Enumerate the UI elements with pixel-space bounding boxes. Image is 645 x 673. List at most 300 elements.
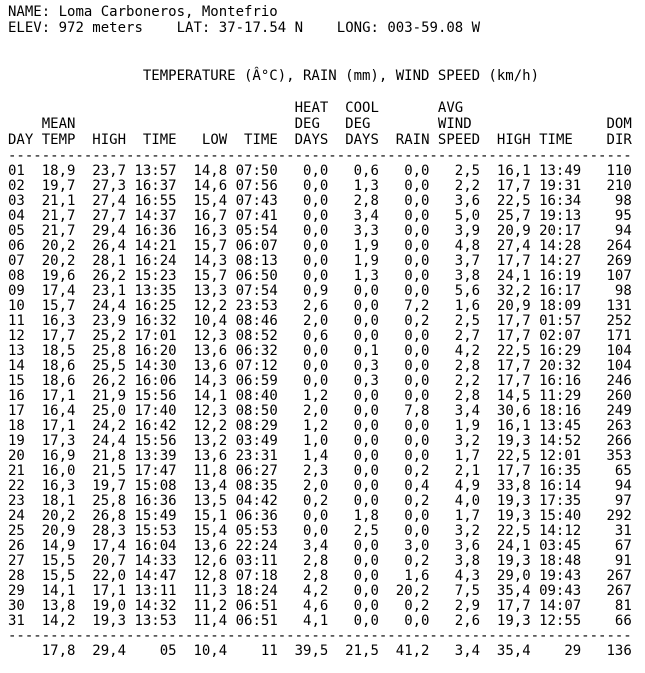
table-row: [8, 284, 645, 299]
report-header: [8, 4, 645, 164]
cell-rain: 1,6: [378, 568, 430, 584]
cell-low: 11,4: [176, 613, 228, 629]
table-row: [8, 554, 645, 569]
cell-dom-dir: DOM: [581, 116, 632, 132]
table-row: [8, 224, 645, 239]
cell-avg-wind-speed: 2,7: [429, 328, 481, 344]
table-row: [8, 329, 645, 344]
cell-wind-high-time: 01:57: [530, 313, 582, 329]
table-header-row-1: [8, 100, 645, 116]
cell-high: 25,2: [75, 328, 127, 344]
cell-high: 19,0: [75, 598, 127, 614]
cell-rain: 7,2: [378, 298, 430, 314]
cell-cool-deg-days: 0,0: [328, 493, 379, 509]
table-row: [8, 359, 645, 374]
cell-mean-temp: 17,8: [24, 643, 76, 659]
latitude-value: 37-17.54 N: [218, 20, 304, 36]
cell-low: 13,6: [176, 448, 228, 464]
cell-cool-deg-days: 1,8: [328, 508, 379, 524]
cell-high-time: 14:21: [126, 238, 177, 254]
cell-heat-deg-days: 0,0: [277, 238, 329, 254]
cell-high: 23,7: [75, 163, 127, 179]
cell-high: 21,9: [75, 388, 127, 404]
cell-wind-high: 19,3: [480, 493, 531, 509]
cell-day: 25: [8, 523, 25, 539]
cell-dom-dir: 67: [581, 538, 632, 554]
table-row: [8, 374, 645, 389]
cell-wind-high: 22,5: [480, 193, 531, 209]
cell-dom-dir: 260: [581, 388, 632, 404]
cell-low-time: 06:59: [227, 373, 278, 389]
cell-low: 10,4: [176, 643, 228, 659]
cell-mean-temp: 19,7: [24, 178, 76, 194]
cell-wind-high-time: 16:16: [530, 373, 582, 389]
cell-mean-temp: [25, 100, 76, 116]
cell-low: [177, 100, 228, 116]
cell-rain: 0,0: [378, 208, 430, 224]
cell-rain: 0,2: [378, 493, 430, 509]
cell-day: 27: [8, 553, 25, 569]
cell-cool-deg-days: 3,3: [328, 223, 379, 239]
cell-low: 14,1: [176, 388, 228, 404]
cell-dom-dir: 292: [581, 508, 632, 524]
cell-low-time: 04:42: [227, 493, 278, 509]
station-meta-line: [8, 20, 645, 36]
table-row: [8, 599, 645, 614]
cell-mean-temp: 16,3: [24, 313, 76, 329]
cell-wind-high: 35,4: [480, 643, 531, 659]
cell-rain: 0,0: [378, 163, 430, 179]
cell-low-time: 06:51: [227, 613, 278, 629]
table-row: [8, 569, 645, 584]
cell-dom-dir: 252: [581, 313, 632, 329]
cell-avg-wind-speed: 3,7: [429, 253, 481, 269]
cell-high-time: 16:32: [126, 313, 177, 329]
cell-dom-dir: 97: [581, 493, 632, 509]
cell-high-time: 16:55: [126, 193, 177, 209]
cell-rain: 0,0: [378, 418, 430, 434]
cell-mean-temp: 21,7: [24, 208, 76, 224]
cell-dom-dir: 264: [581, 238, 632, 254]
cell-dom-dir: 98: [581, 283, 632, 299]
cell-high-time: 17:01: [126, 328, 177, 344]
cell-high: 19,7: [75, 478, 127, 494]
cell-day: 30: [8, 598, 25, 614]
cell-rain: 0,0: [378, 253, 430, 269]
cell-mean-temp: 21,7: [24, 223, 76, 239]
cell-low: 12,6: [176, 553, 228, 569]
cell-avg-wind-speed: 3,2: [429, 523, 481, 539]
cell-avg-wind-speed: 1,7: [429, 508, 481, 524]
cell-low-time: 07:56: [227, 178, 278, 194]
cell-avg-wind-speed: 2,8: [429, 388, 481, 404]
cell-dom-dir: 171: [581, 328, 632, 344]
cell-wind-high: 29,0: [480, 568, 531, 584]
cell-low-time: [227, 116, 278, 132]
cell-dom-dir: 110: [581, 163, 632, 179]
cell-day: 22: [8, 478, 25, 494]
cell-high: [75, 116, 126, 132]
cell-high: 26,8: [75, 508, 127, 524]
cell-mean-temp: 16,0: [24, 463, 76, 479]
table-row: [8, 164, 645, 179]
cell-heat-deg-days: 0,0: [277, 358, 329, 374]
cell-mean-temp: 18,6: [24, 373, 76, 389]
cell-high-time: 16:37: [126, 178, 177, 194]
cell-avg-wind-speed: 4,0: [429, 493, 481, 509]
cell-wind-high: 17,7: [480, 328, 531, 344]
cell-high: 20,7: [75, 553, 127, 569]
cell-high-time: [126, 100, 177, 116]
cell-high: 25,8: [75, 493, 127, 509]
table-header-row-3: [8, 132, 645, 148]
cell-high-time: 15:53: [126, 523, 177, 539]
cell-wind-high-time: 16:34: [530, 193, 582, 209]
cell-high-time: 14:37: [126, 208, 177, 224]
elevation-value: 972 meters: [58, 20, 143, 36]
cell-day: 18: [8, 418, 25, 434]
cell-high: 25,8: [75, 343, 127, 359]
cell-heat-deg-days: HEAT: [277, 100, 329, 116]
cell-mean-temp: 15,5: [24, 568, 76, 584]
cell-mean-temp: 16,3: [24, 478, 76, 494]
cell-day: 10: [8, 298, 25, 314]
cell-mean-temp: 18,9: [24, 163, 76, 179]
cell-wind-high: 14,5: [480, 388, 531, 404]
cell-avg-wind-speed: 4,8: [429, 238, 481, 254]
table-row: [8, 479, 645, 494]
table-row: [8, 524, 645, 539]
cell-avg-wind-speed: 2,1: [429, 463, 481, 479]
cell-heat-deg-days: 0,0: [277, 193, 329, 209]
cell-cool-deg-days: 2,8: [328, 193, 379, 209]
cell-day: 05: [8, 223, 25, 239]
cell-wind-high-time: 16:19: [530, 268, 582, 284]
cell-wind-high: 17,7: [480, 313, 531, 329]
cell-dom-dir: 81: [581, 598, 632, 614]
cell-day: 13: [8, 343, 25, 359]
cell-cool-deg-days: 0,0: [328, 478, 379, 494]
table-header-row-2: [8, 116, 645, 132]
cell-high: 23,1: [75, 283, 127, 299]
cell-low: [177, 116, 228, 132]
cell-cool-deg-days: 0,0: [328, 298, 379, 314]
cell-cool-deg-days: 0,0: [328, 328, 379, 344]
cell-heat-deg-days: 4,6: [277, 598, 329, 614]
cell-low: 12,3: [176, 403, 228, 419]
cell-mean-temp: 14,9: [24, 538, 76, 554]
cell-heat-deg-days: 2,0: [277, 313, 329, 329]
cell-avg-wind-speed: 5,0: [429, 208, 481, 224]
cell-low: 14,6: [176, 178, 228, 194]
cell-low: 11,2: [176, 598, 228, 614]
cell-day: 14: [8, 358, 25, 374]
cell-dom-dir: 94: [581, 223, 632, 239]
cell-wind-high: 24,1: [480, 538, 531, 554]
cell-rain: 0,4: [378, 478, 430, 494]
cell-high: 19,3: [75, 613, 127, 629]
cell-dom-dir: [581, 100, 632, 116]
cell-low: 13,4: [176, 478, 228, 494]
cell-avg-wind-speed: 2,8: [429, 358, 481, 374]
cell-cool-deg-days: 0,0: [328, 448, 379, 464]
blank-line: [8, 52, 645, 68]
cell-cool-deg-days: 3,4: [328, 208, 379, 224]
cell-dom-dir: 66: [581, 613, 632, 629]
cell-cool-deg-days: 0,0: [328, 418, 379, 434]
cell-mean-temp: 14,2: [24, 613, 76, 629]
cell-high-time: 16:24: [126, 253, 177, 269]
cell-avg-wind-speed: 1,7: [429, 448, 481, 464]
cell-low-time: 06:27: [227, 463, 278, 479]
cell-high-time: 16:20: [126, 343, 177, 359]
cell-high-time: 17:47: [126, 463, 177, 479]
cell-heat-deg-days: 3,4: [277, 538, 329, 554]
cell-mean-temp: 20,9: [24, 523, 76, 539]
cell-high: 24,2: [75, 418, 127, 434]
cell-wind-high: 17,7: [480, 358, 531, 374]
cell-high-time: 13:57: [126, 163, 177, 179]
cell-heat-deg-days: 1,4: [277, 448, 329, 464]
cell-high: 28,1: [75, 253, 127, 269]
cell-day: 23: [8, 493, 25, 509]
cell-low-time: 03:49: [227, 433, 278, 449]
cell-rain: 3,0: [378, 538, 430, 554]
cell-rain: RAIN: [378, 132, 430, 148]
cell-wind-high-time: 20:32: [530, 358, 582, 374]
cell-low: 16,3: [176, 223, 228, 239]
table-row: [8, 209, 645, 224]
cell-day: 28: [8, 568, 25, 584]
cell-high-time: 14:32: [126, 598, 177, 614]
cell-high-time: 14:30: [126, 358, 177, 374]
cell-mean-temp: 17,1: [24, 418, 76, 434]
cell-high: 21,5: [75, 463, 127, 479]
cell-avg-wind-speed: 2,2: [429, 373, 481, 389]
cell-wind-high: 20,9: [480, 298, 531, 314]
report-title-line: [8, 68, 645, 84]
cell-mean-temp: 16,9: [24, 448, 76, 464]
cell-wind-high-time: 14:52: [530, 433, 582, 449]
cell-rain: [379, 116, 430, 132]
cell-rain: 0,0: [378, 523, 430, 539]
cell-rain: 0,0: [378, 373, 430, 389]
cell-dom-dir: 267: [581, 568, 632, 584]
cell-high: 29,4: [75, 643, 127, 659]
table-row: [8, 434, 645, 449]
cell-cool-deg-days: DEG: [328, 116, 379, 132]
cell-rain: 0,0: [378, 433, 430, 449]
cell-high: 29,4: [75, 223, 127, 239]
cell-avg-wind-speed: 3,4: [429, 403, 481, 419]
cell-wind-high: 22,5: [480, 343, 531, 359]
cell-avg-wind-speed: 3,8: [429, 268, 481, 284]
cell-high-time: 05: [126, 643, 177, 659]
cell-high-time: 17:40: [126, 403, 177, 419]
table-row: [8, 269, 645, 284]
cell-low: 13,5: [176, 493, 228, 509]
cell-avg-wind-speed: 3,6: [429, 538, 481, 554]
cell-low: 13,6: [176, 343, 228, 359]
cell-dom-dir: 94: [581, 478, 632, 494]
cell-cool-deg-days: 0,0: [328, 553, 379, 569]
cell-low-time: 07:43: [227, 193, 278, 209]
report-title: TEMPERATURE (Â°C), RAIN (mm), WIND SPEED (km/h): [142, 68, 540, 84]
cell-dom-dir: 91: [581, 553, 632, 569]
cell-heat-deg-days: 0,0: [277, 523, 329, 539]
cell-avg-wind-speed: SPEED: [429, 132, 481, 148]
cell-cool-deg-days: 1,9: [328, 253, 379, 269]
cell-mean-temp: TEMP: [33, 132, 76, 148]
cell-low: 13,2: [176, 433, 228, 449]
cell-wind-high-time: 03:45: [530, 538, 582, 554]
table-divider-bottom: --------------------------------------------------------------------------: [8, 628, 632, 644]
cell-low: 15,4: [176, 193, 228, 209]
cell-low: 14,3: [176, 253, 228, 269]
table-row: [8, 584, 645, 599]
cell-low-time: TIME: [227, 132, 278, 148]
cell-mean-temp: 14,1: [24, 583, 76, 599]
cell-avg-wind-speed: 2,5: [429, 163, 481, 179]
cell-rain: 0,0: [378, 238, 430, 254]
cell-dom-dir: 263: [581, 418, 632, 434]
cell-heat-deg-days: 0,0: [277, 163, 329, 179]
cell-low-time: 08:13: [227, 253, 278, 269]
cell-rain: 0,0: [378, 268, 430, 284]
cell-day: 08: [8, 268, 25, 284]
cell-day: 17: [8, 403, 25, 419]
cell-day: 11: [8, 313, 25, 329]
table-row: [8, 614, 645, 629]
cell-mean-temp: 18,1: [24, 493, 76, 509]
cell-wind-high-time: 12:01: [530, 448, 582, 464]
cell-low: 14,3: [176, 373, 228, 389]
cell-dom-dir: 249: [581, 403, 632, 419]
cell-mean-temp: 21,1: [24, 193, 76, 209]
cell-wind-high-time: 18:48: [530, 553, 582, 569]
cell-high-time: 13:35: [126, 283, 177, 299]
table-row: [8, 314, 645, 329]
cell-wind-high-time: 18:09: [530, 298, 582, 314]
cell-low: 16,7: [176, 208, 228, 224]
cell-dom-dir: 104: [581, 358, 632, 374]
cell-low: 15,7: [176, 268, 228, 284]
cell-wind-high-time: TIME: [530, 132, 582, 148]
cell-rain: 0,0: [378, 223, 430, 239]
cell-avg-wind-speed: 4,3: [429, 568, 481, 584]
cell-cool-deg-days: 0,0: [328, 538, 379, 554]
cell-dom-dir: 269: [581, 253, 632, 269]
cell-low-time: 07:54: [227, 283, 278, 299]
cell-cool-deg-days: 1,3: [328, 178, 379, 194]
cell-day: 16: [8, 388, 25, 404]
cell-wind-high-time: 19:13: [530, 208, 582, 224]
cell-wind-high: 30,6: [480, 403, 531, 419]
cell-mean-temp: 18,5: [24, 343, 76, 359]
cell-dom-dir: 104: [581, 343, 632, 359]
cell-avg-wind-speed: 3,8: [429, 553, 481, 569]
cell-cool-deg-days: 0,3: [328, 358, 379, 374]
cell-high-time: 16:25: [126, 298, 177, 314]
cell-day: 02: [8, 178, 25, 194]
cell-wind-high-time: 16:17: [530, 283, 582, 299]
cell-low-time: 03:11: [227, 553, 278, 569]
cell-low-time: 23:31: [227, 448, 278, 464]
cell-low-time: [227, 100, 278, 116]
cell-wind-high: [480, 100, 531, 116]
cell-wind-high-time: 02:07: [530, 328, 582, 344]
cell-wind-high-time: 18:16: [530, 403, 582, 419]
cell-heat-deg-days: 0,9: [277, 283, 329, 299]
cell-avg-wind-speed: 1,9: [429, 418, 481, 434]
cell-cool-deg-days: 21,5: [328, 643, 379, 659]
cell-wind-high: 17,7: [480, 373, 531, 389]
cell-day: [8, 643, 25, 659]
table-row: [8, 344, 645, 359]
cell-wind-high: 33,8: [480, 478, 531, 494]
cell-day: 24: [8, 508, 25, 524]
cell-rain: [379, 100, 430, 116]
station-name: Loma Carboneros, Montefrio: [58, 4, 278, 20]
table-row: [8, 419, 645, 434]
cell-high-time: 14:33: [126, 553, 177, 569]
cell-dom-dir: 107: [581, 268, 632, 284]
cell-high-time: 16:42: [126, 418, 177, 434]
cell-high-time: 15:23: [126, 268, 177, 284]
cell-rain: 41,2: [378, 643, 430, 659]
cell-rain: 0,0: [378, 178, 430, 194]
cell-high: 24,4: [75, 298, 127, 314]
cell-cool-deg-days: COOL: [328, 100, 379, 116]
cell-wind-high: 22,5: [480, 448, 531, 464]
cell-low-time: 08:46: [227, 313, 278, 329]
cell-wind-high: 22,5: [480, 523, 531, 539]
cell-avg-wind-speed: 2,2: [429, 178, 481, 194]
cell-avg-wind-speed: AVG: [429, 100, 481, 116]
cell-day: 19: [8, 433, 25, 449]
cell-cool-deg-days: 0,0: [328, 433, 379, 449]
cell-wind-high-time: 14:28: [530, 238, 582, 254]
cell-low: 13,3: [176, 283, 228, 299]
cell-high-time: [126, 116, 177, 132]
cell-cool-deg-days: 0,0: [328, 598, 379, 614]
cell-high-time: 16:36: [126, 493, 177, 509]
cell-low: 11,3: [176, 583, 228, 599]
cell-high: 27,3: [75, 178, 127, 194]
cell-avg-wind-speed: 2,6: [429, 613, 481, 629]
cell-low: 12,2: [176, 298, 228, 314]
cell-day: [8, 100, 25, 116]
cell-rain: 0,2: [378, 313, 430, 329]
cell-high-time: 15:56: [126, 388, 177, 404]
cell-low-time: 22:24: [227, 538, 278, 554]
cell-low-time: 05:54: [227, 223, 278, 239]
cell-low-time: 06:07: [227, 238, 278, 254]
cell-high-time: 13:53: [126, 613, 177, 629]
cell-wind-high-time: 19:31: [530, 178, 582, 194]
cell-high-time: TIME: [126, 132, 177, 148]
summary-row: [8, 644, 645, 659]
cell-cool-deg-days: DAYS: [328, 132, 379, 148]
table-row: [8, 509, 645, 524]
cell-low: 15,1: [176, 508, 228, 524]
cell-wind-high-time: 14:12: [530, 523, 582, 539]
cell-cool-deg-days: 0,0: [328, 463, 379, 479]
cell-rain: 0,0: [378, 508, 430, 524]
cell-wind-high: 19,3: [480, 508, 531, 524]
cell-mean-temp: 15,5: [24, 553, 76, 569]
cell-avg-wind-speed: 3,6: [429, 193, 481, 209]
